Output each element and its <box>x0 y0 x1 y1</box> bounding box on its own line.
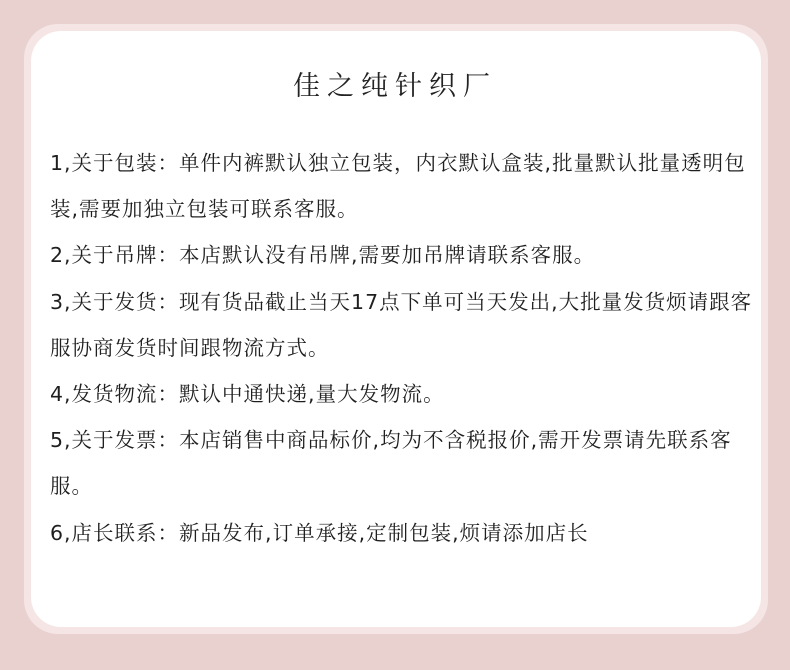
notice-item-tags: 2,关于吊牌：本店默认没有吊牌,需要加吊牌请联系客服。 <box>50 243 596 268</box>
notice-item-shipping: 3,关于发货：现有货品截止当天17点下单可当天发出,大批量发货烦请跟客服协商发货时间跟物流方式。 <box>50 289 753 360</box>
notice-item-invoice: 5,关于发票：本店销售中商品标价,均为不含税报价,需开发票请先联系客服。 <box>50 428 732 499</box>
notice-list <box>50 140 762 556</box>
page-title: 佳之纯针织厂 <box>293 71 497 102</box>
notice-item-logistics: 4,发货物流：默认中通快递,量大发物流。 <box>50 382 445 407</box>
notice-item-contact: 6,店长联系：新品发布,订单承接,定制包装,烦请添加店长 <box>50 520 589 545</box>
notice-item-packaging: 1,关于包装：单件内裤默认独立包装，内衣默认盒装,批量默认批量透明包装,需要加独立包装可联系客服。 <box>50 151 746 222</box>
